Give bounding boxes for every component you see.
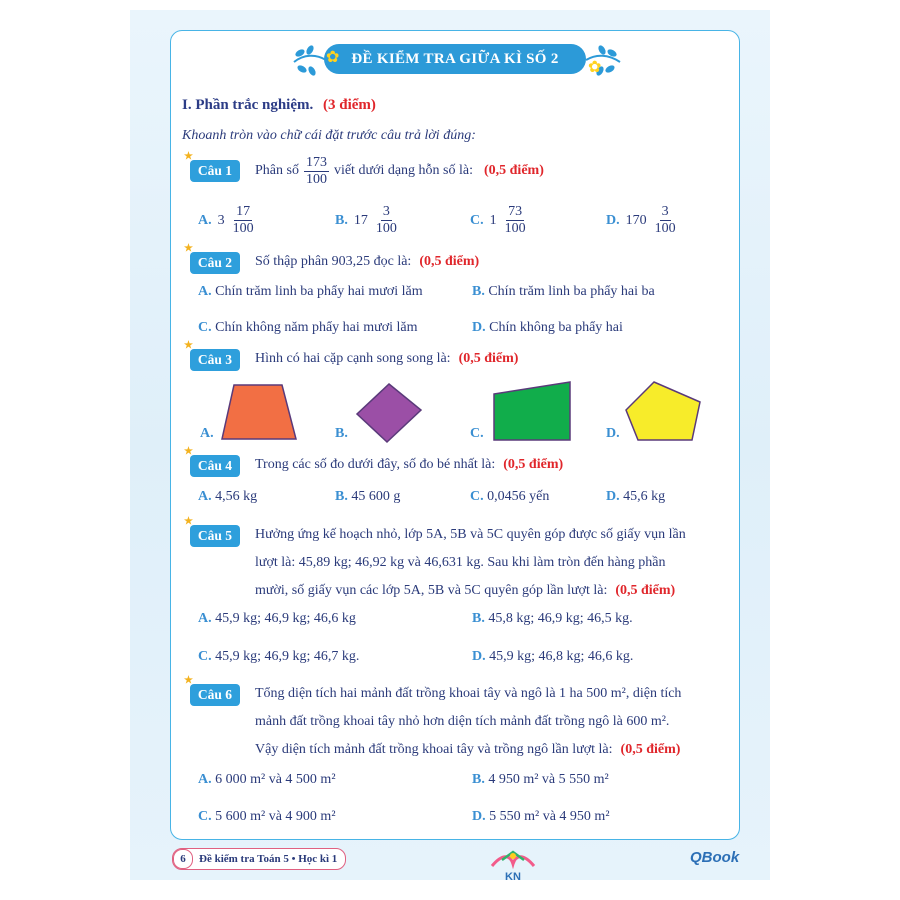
q3-option-a-letter[interactable]: A. (200, 426, 214, 441)
q3-shape-b-rhombus[interactable] (355, 382, 423, 444)
q5-option-d[interactable]: D. 45,9 kg; 46,8 kg; 46,6 kg. (472, 649, 634, 664)
q2-option-b[interactable]: B. Chín trăm linh ba phẩy hai ba (472, 284, 655, 299)
question-3-points: (0,5 điểm) (458, 351, 519, 366)
fraction: $\frac{173}{100}$ (305, 154, 327, 187)
footer-book-label (172, 848, 346, 870)
question-1-badge: ★ Câu 1 (190, 160, 240, 182)
question-2-badge: ★ Câu 2 (190, 252, 240, 274)
flower-icon: ✿ (588, 59, 602, 76)
center-logo-text: KN (505, 871, 521, 883)
test-title-banner (324, 44, 586, 74)
rhombus-shape (357, 384, 421, 442)
publisher-logo: QBook (690, 849, 740, 866)
q5-option-b[interactable]: B. 45,8 kg; 46,9 kg; 46,5 kg. (472, 611, 633, 626)
q1-option-c[interactable]: C. 1 $\frac{73}{100}$ (470, 204, 526, 236)
q2-option-d[interactable]: D. Chín không ba phẩy hai (472, 320, 623, 335)
star-icon: ★ (184, 243, 193, 254)
question-4-points: (0,5 điểm) (503, 457, 564, 472)
section-points: (3 điểm) (323, 97, 376, 113)
q4-option-c[interactable]: C. 0,0456 yến (470, 489, 550, 504)
q4-option-b[interactable]: B. 45 600 g (335, 489, 401, 504)
question-3-badge: ★ Câu 3 (190, 349, 240, 371)
question-4-text: Trong các số đo dưới đây, số đo bé nhất là: (0,5 điểm) (255, 457, 564, 472)
q4-option-d[interactable]: D. 45,6 kg (606, 489, 666, 504)
book-title: Đề kiểm tra Toán 5 • Học kì 1 (199, 853, 338, 865)
section-header (182, 97, 376, 114)
q3-option-d-letter[interactable]: D. (606, 426, 620, 441)
q3-shape-c-quadrilateral[interactable] (490, 380, 574, 442)
question-6-badge: ★ Câu 6 (190, 684, 240, 706)
q3-shape-a-trapezoid[interactable] (220, 383, 300, 441)
question-1-points: (0,5 điểm) (483, 163, 544, 178)
q6-option-d[interactable]: D. 5 550 m² và 4 950 m² (472, 809, 610, 824)
question-2-text: Số thập phân 903,25 đọc là: (0,5 điểm) (255, 254, 480, 269)
section-label: I. Phần trắc nghiệm. (182, 97, 314, 113)
q5-option-c[interactable]: C. 45,9 kg; 46,9 kg; 46,7 kg. (198, 649, 360, 664)
question-5-badge: ★ Câu 5 (190, 525, 240, 547)
q5-option-a[interactable]: A. 45,9 kg; 46,9 kg; 46,6 kg (198, 611, 356, 626)
left-vine-decoration (290, 44, 328, 78)
question-4-badge: ★ Câu 4 (190, 455, 240, 477)
question-5-line-3: mười, số giấy vụn các lớp 5A, 5B và 5C quyên góp lần lượt là: (0,5 điểm) (255, 583, 676, 598)
center-logo (488, 850, 538, 883)
q3-option-c-letter[interactable]: C. (470, 426, 484, 441)
question-2-points: (0,5 điểm) (419, 254, 480, 269)
star-icon: ★ (184, 340, 193, 351)
question-5-points: (0,5 điểm) (615, 583, 676, 598)
page-number: 6 (173, 849, 193, 869)
q6-option-c[interactable]: C. 5 600 m² và 4 900 m² (198, 809, 336, 824)
q1-option-a[interactable]: A. 3 $\frac{17}{100}$ (198, 204, 254, 236)
flower-icon: ✿ (326, 49, 340, 66)
page-title: ĐỀ KIỂM TRA GIỮA KÌ SỐ 2 (351, 50, 559, 67)
q2-option-c[interactable]: C. Chín không năm phẩy hai mươi lăm (198, 320, 418, 335)
question-6-line-3: Vậy diện tích mảnh đất trồng khoai tây và trồng ngô lần lượt là: (0,5 điểm) (255, 742, 681, 757)
q6-option-a[interactable]: A. 6 000 m² và 4 500 m² (198, 772, 336, 787)
pentagon-shape (626, 382, 700, 440)
q2-option-a[interactable]: A. Chín trăm linh ba phẩy hai mươi lăm (198, 284, 423, 299)
question-6-line-2: mảnh đất trồng khoai tây nhỏ hơn diện tích mảnh đất trồng ngô là 600 m². (255, 714, 670, 729)
star-icon: ★ (184, 151, 193, 162)
question-6-points: (0,5 điểm) (620, 742, 681, 757)
q1-option-d[interactable]: D. 170 $\frac{3}{100}$ (606, 204, 676, 236)
q4-option-a[interactable]: A. 4,56 kg (198, 489, 258, 504)
question-1-text: Phân số $\frac{173}{100}$ viết dưới dạng hỗn số là: (0,5 điểm) (255, 154, 544, 187)
question-3-text: Hình có hai cặp cạnh song song là: (0,5 điểm) (255, 351, 519, 366)
instruction-text: Khoanh tròn vào chữ cái đặt trước câu trả lời đúng: (182, 128, 476, 143)
q3-shape-d-pentagon[interactable] (624, 380, 704, 442)
q3-option-b-letter[interactable]: B. (335, 426, 348, 441)
book-logo-icon (488, 850, 538, 870)
question-5-line-2: lượt là: 45,89 kg; 46,92 kg và 46,631 kg. Sau khi làm tròn đến hàng phần (255, 555, 666, 570)
star-icon: ★ (184, 446, 193, 457)
trapezoid-shape (222, 385, 296, 439)
star-icon: ★ (184, 675, 193, 686)
star-icon: ★ (184, 516, 193, 527)
question-6-line-1: Tổng diện tích hai mảnh đất trồng khoai tây và ngô là 1 ha 500 m², diện tích (255, 686, 682, 701)
q6-option-b[interactable]: B. 4 950 m² và 5 550 m² (472, 772, 609, 787)
question-5-line-1: Hưởng ứng kế hoạch nhỏ, lớp 5A, 5B và 5C quyên góp được số giấy vụn lần (255, 527, 686, 542)
q1-option-b[interactable]: B. 17 $\frac{3}{100}$ (335, 204, 397, 236)
quadrilateral-shape (494, 382, 570, 440)
